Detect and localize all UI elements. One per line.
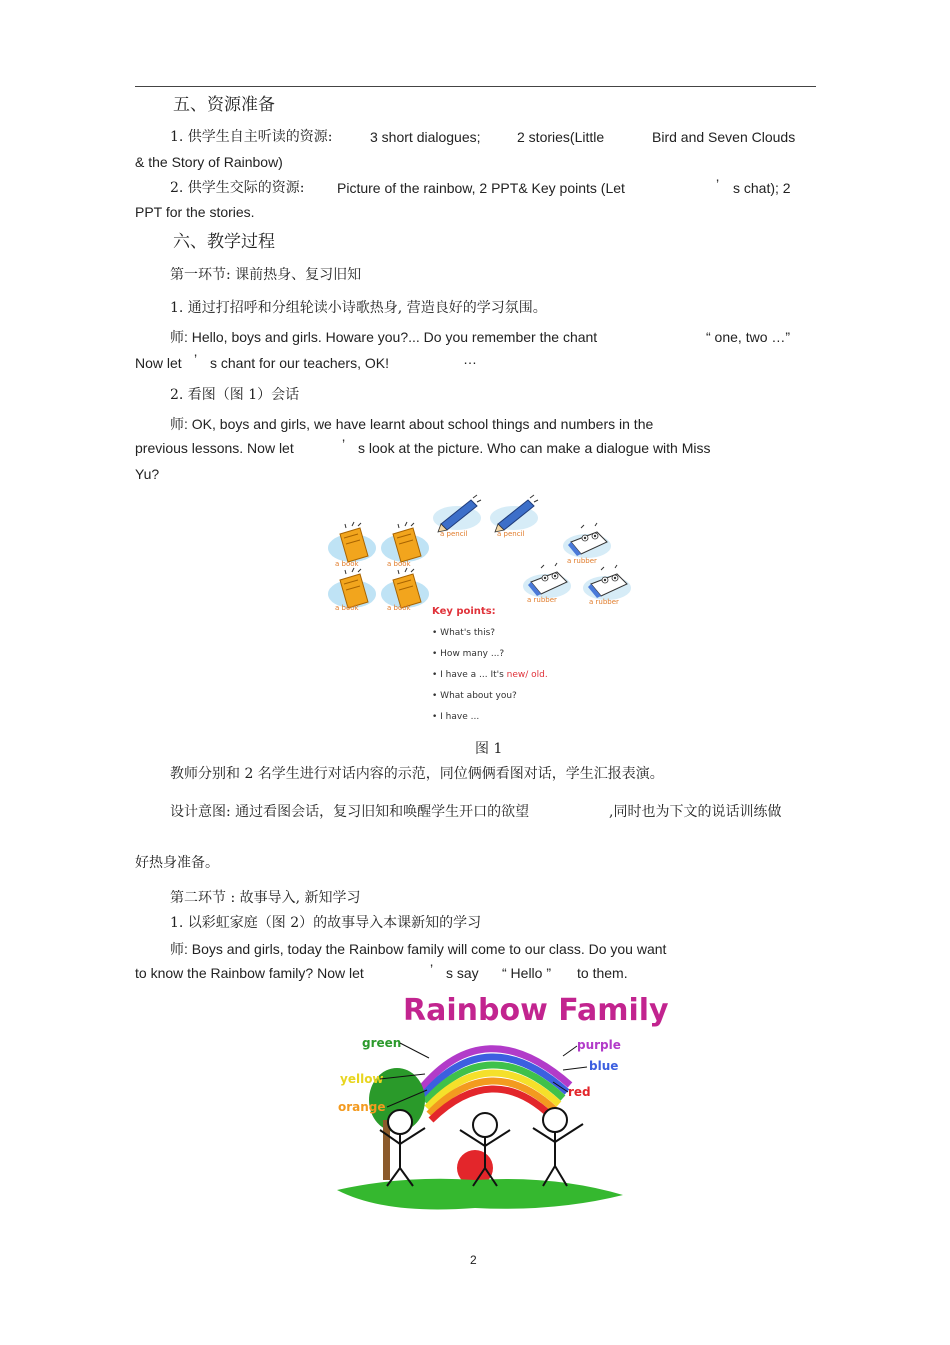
resource-item-2-chat: s chat); 2 [733, 180, 791, 196]
design-intent-cont: ,同时也为下文的说话训练做 [609, 804, 782, 820]
key-point: • I have ... [432, 712, 480, 722]
pencil-label: a pencil [440, 530, 468, 538]
teacher-line-2-cont-c: Yu? [135, 466, 160, 482]
teacher-line-3-hello: “ Hello ” [502, 965, 552, 981]
page-number: 2 [470, 1253, 477, 1267]
design-intent-end: 好热身准备。 [135, 855, 219, 871]
teacher-line-3-cont-a: to know the Rainbow family? Now let [135, 965, 364, 981]
teacher-line-1-cont-a: Now let [135, 355, 182, 371]
stage-1-step-2: 2. 看图（图 1）会话 [170, 387, 300, 403]
apostrophe: ’ [194, 351, 198, 367]
resource-item-2-label: 2. 供学生交际的资源: [170, 180, 305, 196]
teacher-line-2-cont-b: s look at the picture. Who can make a dialogue with Miss [358, 440, 711, 456]
teacher-line-3-end: to them. [577, 965, 628, 981]
stage-2-step-1: 1. 以彩虹家庭（图 2）的故事导入本课新知的学习 [170, 915, 482, 931]
figure-1-school-things [325, 490, 645, 725]
resource-item-1-titles: Bird and Seven Clouds [652, 129, 796, 145]
stage-2-title: 第二环节 : 故事导入, 新知学习 [170, 890, 361, 906]
section-heading-resources: 五、资源准备 [173, 95, 275, 115]
resource-item-1-stories: 2 stories(Little [517, 129, 605, 145]
book-label: a book [335, 604, 359, 612]
key-point [432, 670, 548, 680]
color-label-orange: orange [338, 1100, 386, 1114]
rubber-label: a rubber [527, 596, 557, 604]
teacher-line-2-cont-a: previous lessons. Now let [135, 440, 294, 456]
resource-item-2-text: Picture of the rainbow, 2 PPT& Key points (Let [337, 180, 625, 196]
resource-item-2-cont: PPT for the stories. [135, 204, 255, 220]
color-label-green: green [362, 1036, 402, 1050]
apostrophe: ’ [342, 436, 346, 452]
key-point-highlight: new/ old. [506, 670, 548, 680]
chant-title: “ one, two …” [706, 329, 791, 345]
teacher-line-3-say: s say [446, 965, 479, 981]
resource-item-1-dialogues: 3 short dialogues; [370, 129, 481, 145]
section-heading-process: 六、教学过程 [173, 232, 275, 252]
color-label-blue: blue [589, 1059, 619, 1073]
key-point-text: • I have a ... It's [432, 670, 507, 680]
resource-item-1-label: 1. 供学生自主听读的资源: [170, 129, 333, 145]
color-label-purple: purple [577, 1038, 621, 1052]
key-point: • How many ...? [432, 649, 505, 659]
stick-figures [380, 1108, 583, 1186]
stage-1-title: 第一环节: 课前热身、复习旧知 [170, 267, 362, 283]
book-label: a book [335, 560, 359, 568]
resource-item-1-cont: & the Story of Rainbow) [135, 154, 283, 170]
figure-2-rainbow-family [325, 990, 669, 1225]
teacher-line-3: 师: Boys and girls, today the Rainbow family will come to our class. Do you want [170, 941, 667, 957]
apostrophe: ’ [430, 961, 434, 977]
stage-1-step-1: 1. 通过打招呼和分组轮读小诗歌热身, 营造良好的学习氛围。 [170, 300, 547, 316]
stage-1-step-3: 教师分别和 2 名学生进行对话内容的示范，同位俩俩看图对话，学生汇报表演。 [170, 766, 664, 782]
ellipsis: … [463, 351, 477, 367]
pencil-icon [433, 495, 538, 532]
rainbow-arc [420, 1049, 570, 1120]
pencil-label: a pencil [497, 530, 525, 538]
rubber-label: a rubber [567, 557, 597, 565]
teacher-line-2: 师: OK, boys and girls, we have learnt about school things and numbers in the [170, 416, 654, 432]
color-label-red: red [568, 1085, 591, 1099]
teacher-line-1-cont-b: s chant for our teachers, OK! [210, 355, 389, 371]
key-point: • What's this? [432, 628, 496, 638]
grass [337, 1179, 623, 1210]
rubber-label: a rubber [589, 598, 619, 606]
book-label: a book [387, 604, 411, 612]
figure-1-caption: 图 1 [475, 741, 503, 757]
color-label-yellow: yellow [340, 1072, 384, 1086]
design-intent: 设计意图: 通过看图会话，复习旧知和唤醒学生开口的欲望 [170, 804, 530, 820]
rainbow-family-title: Rainbow Family [403, 993, 669, 1028]
key-points-title: Key points: [432, 606, 496, 617]
book-label: a book [387, 560, 411, 568]
top-rule [135, 86, 816, 87]
apostrophe: ’ [716, 176, 720, 192]
key-point: • What about you? [432, 691, 517, 701]
teacher-line-1: 师: Hello, boys and girls. Howare you?... Do you remember the chant [170, 329, 598, 345]
